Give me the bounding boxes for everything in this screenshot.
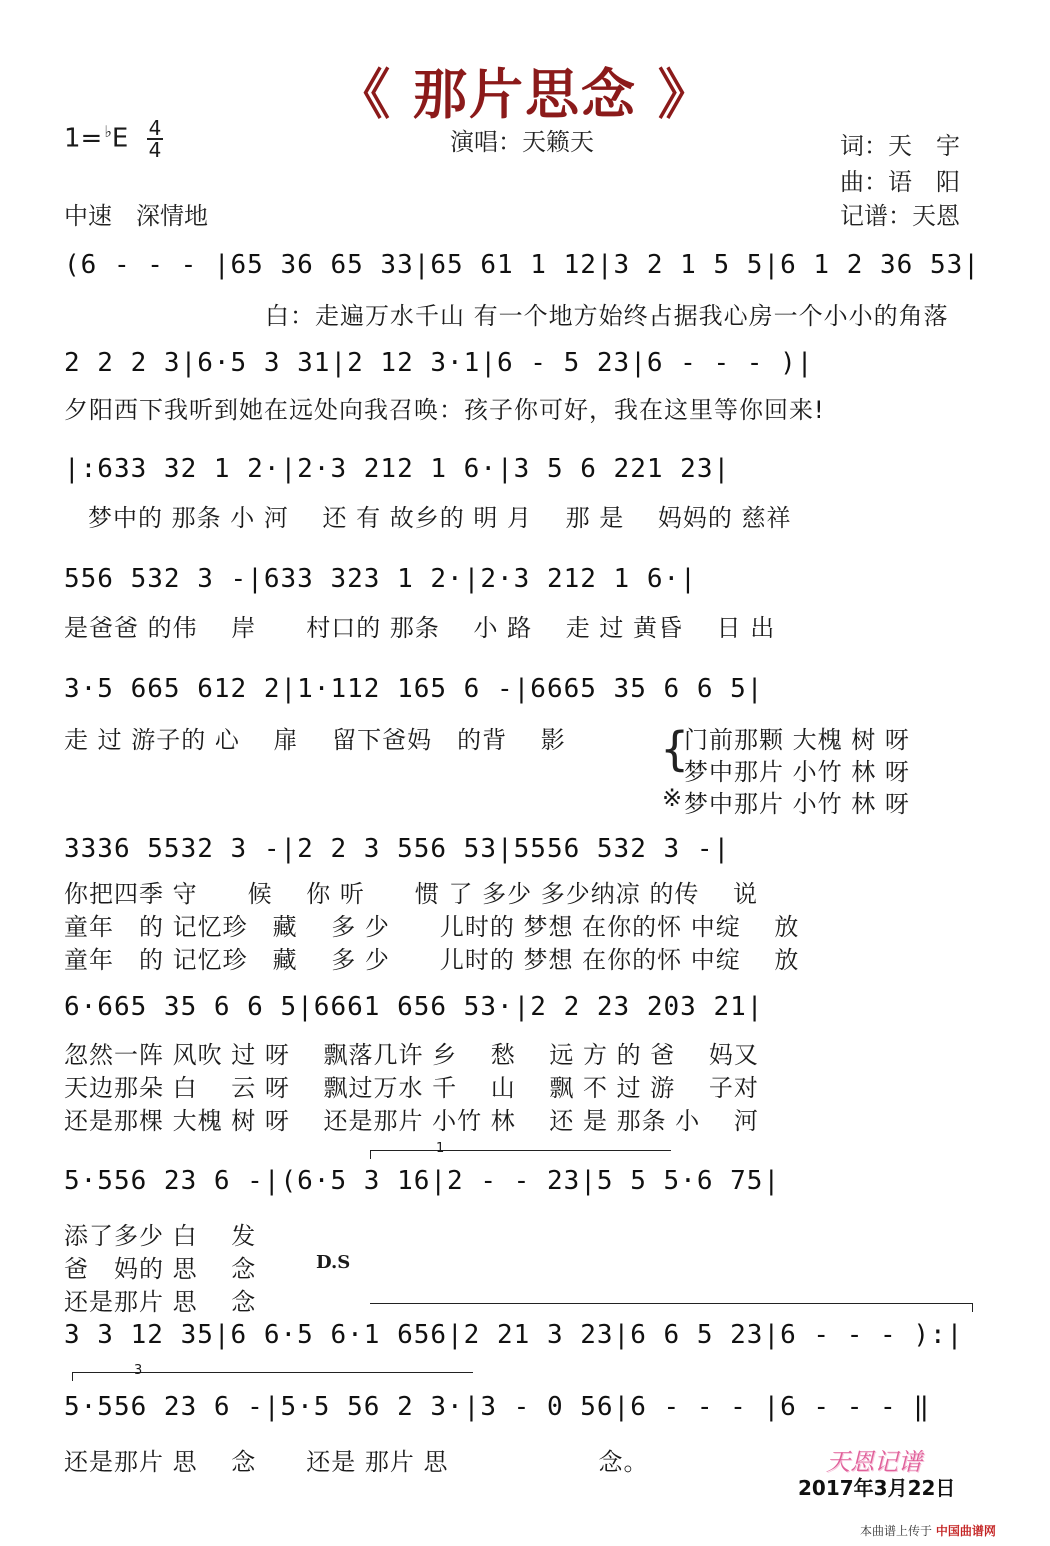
lyric-line-8b: 爸 妈的 思 念 bbox=[64, 1255, 257, 1283]
volta-number-3: 3 bbox=[134, 1363, 143, 1378]
notation-line-2: 2 2 2 3|6·5 3 31|2 12 3·1|6 - 5 23|6 - - - )| bbox=[64, 348, 814, 378]
lyric-line-6a: 你把四季 守 候 你 听 惯 了 多少 多少纳凉 的传 说 bbox=[64, 880, 759, 908]
volta-bracket-3 bbox=[72, 1372, 473, 1381]
side-lyric-3: 梦中那片 小竹 林 呀 bbox=[684, 790, 910, 818]
notation-line-1: (6 - - - |65 36 65 33|65 61 1 12|3 2 1 5 5|6 1 2 36 53| bbox=[64, 250, 980, 280]
singer: 演唱：天籁天 bbox=[450, 128, 594, 156]
lyric-line-8a: 添了多少 白 发 bbox=[64, 1222, 257, 1250]
lyric-line-7b: 天边那朵 白 云 呀 飘过万水 千 山 飘 不 过 游 子对 bbox=[64, 1074, 759, 1102]
footer-credit bbox=[860, 1522, 996, 1539]
notation-line-6: 3336 5532 3 -|2 2 3 556 53|5556 532 3 -| bbox=[64, 834, 731, 864]
time-signature bbox=[147, 118, 164, 160]
lyric-line-7a: 忽然一阵 风吹 过 呀 飘落几许 乡 愁 远 方 的 爸 妈又 bbox=[64, 1041, 759, 1069]
side-lyric-1: 门前那颗 大槐 树 呀 bbox=[684, 726, 910, 754]
repeat-bracket-top bbox=[370, 1303, 973, 1312]
lyric-brace: { bbox=[660, 722, 690, 776]
footer-upload-text: 本曲谱上传于 bbox=[860, 1524, 933, 1538]
notation-line-4: 556 532 3 -|633 323 1 2·|2·3 212 1 6·| bbox=[64, 564, 697, 594]
page-title: 《 那片思念 》 bbox=[336, 63, 714, 126]
lyric-line-6c: 童年 的 记忆珍 藏 多 少 儿时的 梦想 在你的怀 中绽 放 bbox=[64, 946, 800, 974]
footer-site-name[interactable]: 中国曲谱网 bbox=[935, 1524, 996, 1538]
tempo-marking: 中速 深情地 bbox=[64, 202, 208, 230]
lyric-line-7c: 还是那棵 大槐 树 呀 还是那片 小竹 林 还 是 那条 小 河 bbox=[64, 1107, 759, 1135]
lyric-line-6b: 童年 的 记忆珍 藏 多 少 儿时的 梦想 在你的怀 中绽 放 bbox=[64, 913, 800, 941]
key-signature bbox=[64, 118, 163, 160]
side-lyric-2: 梦中那片 小竹 林 呀 bbox=[684, 758, 910, 786]
lyric-line-2: 夕阳西下我听到她在远处向我召唤：孩子你可好，我在这里等你回来! bbox=[64, 396, 825, 424]
notation-line-5: 3·5 665 612 2|1·112 165 6 -|6665 35 6 6 5| bbox=[64, 674, 764, 704]
key-prefix: 1= bbox=[64, 123, 103, 154]
time-bottom: 4 bbox=[148, 138, 162, 162]
lyric-line-3: 梦中的 那条 小 河 还 有 故乡的 明 月 那 是 妈妈的 慈祥 bbox=[88, 504, 792, 532]
flat-sign: ♭ bbox=[104, 121, 112, 141]
lyric-line-5: 走 过 游子的 心 扉 留下爸妈 的背 影 bbox=[64, 726, 566, 754]
lyric-line-10: 还是那片 思 念 还是 那片 思 念。 bbox=[64, 1448, 649, 1476]
time-top: 4 bbox=[148, 116, 162, 140]
composer: 曲：语 阳 bbox=[840, 168, 960, 196]
notation-line-3: |:633 32 1 2·|2·3 212 1 6·|3 5 6 221 23| bbox=[64, 454, 731, 484]
transcription-date: 2017年3月22日 bbox=[798, 1476, 956, 1500]
segno-mark: ※ bbox=[662, 784, 684, 812]
lyricist: 词：天 宇 bbox=[840, 132, 960, 160]
notation-line-9: 3 3 12 35|6 6·5 6·1 656|2 21 3 23|6 6 5 23|6 - - - ):| bbox=[64, 1320, 964, 1350]
volta-bracket-1 bbox=[370, 1150, 671, 1159]
notation-line-10: 5·556 23 6 -|5·5 56 2 3·|3 - 0 56|6 - - - |6 - - - ‖ bbox=[64, 1392, 930, 1422]
transcriber-stamp: 天恩记谱 bbox=[826, 1448, 922, 1476]
volta-number-1: 1 bbox=[436, 1141, 445, 1156]
lyric-line-8c: 还是那片 思 念 bbox=[64, 1288, 257, 1316]
transcriber: 记谱：天恩 bbox=[840, 202, 960, 230]
key-note: E bbox=[111, 123, 129, 154]
lyric-line-4: 是爸爸 的伟 岸 村口的 那条 小 路 走 过 黄昏 日 出 bbox=[64, 614, 776, 642]
notation-line-8: 5·556 23 6 -|(6·5 3 16|2 - - 23|5 5 5·6 75| bbox=[64, 1166, 781, 1196]
notation-line-7: 6·665 35 6 6 5|6661 656 53·|2 2 23 203 21| bbox=[64, 992, 764, 1022]
dal-segno-mark: D.S bbox=[316, 1252, 351, 1273]
lyric-line-1: 白：走遍万水千山 有一个地方始终占据我心房一个小小的角落 bbox=[265, 302, 949, 330]
